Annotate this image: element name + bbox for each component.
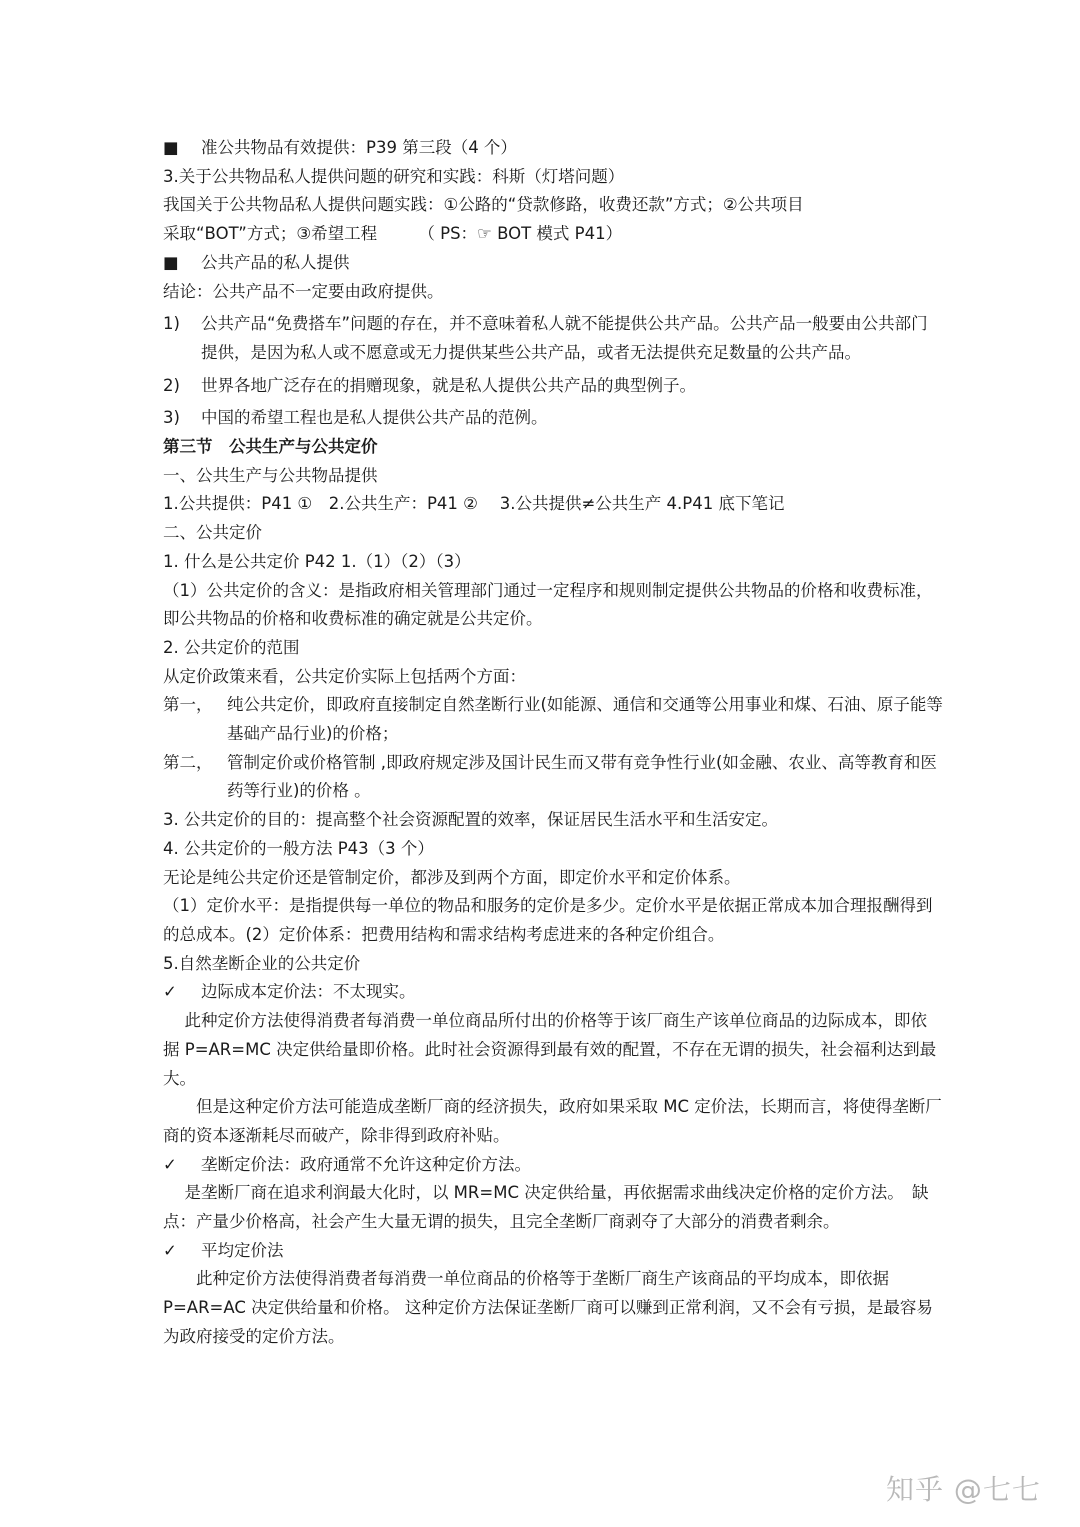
text-line: 采取“BOT”方式；③希望工程 （ PS：☞ BOT 模式 P41） bbox=[163, 224, 623, 244]
check-line bbox=[163, 1151, 943, 1180]
text-line: 2. 公共定价的范围 bbox=[163, 637, 300, 657]
text: 公共产品的私人提供 bbox=[201, 252, 350, 272]
paragraph: 是垄断厂商在追求利润最大化时，以 MR=MC 决定供给量，再依据需求曲线决定价格的定价方法。 缺点：产量少价格高，社会产生大量无谓的损失，且完全垄断厂商剥夺了大部分的消费者剩余。 bbox=[163, 1183, 929, 1232]
text-line: 3.关于公共物品私人提供问题的研究和实践：科斯（灯塔问题） bbox=[163, 166, 625, 186]
item-text: 纯公共定价，即政府直接制定自然垄断行业(如能源、通信和交通等公用事业和煤、石油、原子能等基础产品行业)的价格； bbox=[227, 695, 943, 744]
labeled-item bbox=[163, 749, 943, 806]
text-line: 1.公共提供：P41 ① 2.公共生产：P41 ② 3.公共提供≠公共生产 4.P41 底下笔记 bbox=[163, 494, 785, 514]
text: 平均定价法 bbox=[201, 1240, 284, 1260]
paragraph: 但是这种定价方法可能造成垄断厂商的经济损失，政府如果采取 MC 定价法，长期而言，将使得垄断厂商的资本逐渐耗尽而破产，除非得到政府补贴。 bbox=[163, 1097, 942, 1145]
labeled-item bbox=[163, 691, 943, 748]
bullet-line bbox=[163, 134, 943, 163]
item-text: 管制定价或价格管制 ,即政府规定涉及国计民生而又带有竞争性行业(如金融、农业、高等教育和医药等行业)的价格 。 bbox=[227, 752, 937, 801]
text-line: 二、公共定价 bbox=[163, 523, 262, 543]
item-number: 1) bbox=[163, 314, 180, 334]
document-body bbox=[163, 134, 943, 1352]
item-text: 公共产品“免费搭车”问题的存在，并不意味着私人就不能提供公共产品。公共产品一般要由公共部门提供，是因为私人或不愿意或无力提供某些公共产品，或者无法提供充足数量的公共产品。 bbox=[201, 314, 928, 362]
watermark: 知乎 @七七 bbox=[886, 1473, 1041, 1506]
checkmark-icon: ✓ bbox=[163, 982, 177, 1002]
text-line: 我国关于公共物品私人提供问题实践：①公路的“贷款修路，收费还款”方式；②公共项目 bbox=[163, 195, 804, 215]
square-bullet-icon: ■ bbox=[163, 138, 179, 157]
checkmark-icon: ✓ bbox=[163, 1240, 177, 1260]
text-line: 从定价政策来看，公共定价实际上包括两个方面： bbox=[163, 666, 526, 686]
paragraph: （1）公共定价的含义：是指政府相关管理部门通过一定程序和规则制定提供公共物品的价格和收费标准，即公共物品的价格和收费标准的确定就是公共定价。 bbox=[163, 580, 933, 629]
text-line: 结论：公共产品不一定要由政府提供。 bbox=[163, 281, 444, 301]
text: 边际成本定价法：不太现实。 bbox=[201, 982, 416, 1002]
text-line: 一、公共生产与公共物品提供 bbox=[163, 465, 378, 485]
text-line: 4. 公共定价的一般方法 P43（3 个） bbox=[163, 838, 434, 858]
check-line bbox=[163, 1237, 943, 1266]
text-line: 1. 什么是公共定价 P42 1.（1）（2）（3） bbox=[163, 551, 471, 571]
numbered-item bbox=[163, 404, 943, 433]
section-heading: 第三节 公共生产与公共定价 bbox=[163, 437, 378, 457]
checkmark-icon: ✓ bbox=[163, 1154, 177, 1174]
text: 准公共物品有效提供：P39 第三段（4 个） bbox=[201, 138, 517, 157]
numbered-item bbox=[163, 310, 943, 367]
item-text: 中国的希望工程也是私人提供公共产品的范例。 bbox=[201, 408, 548, 428]
numbered-item bbox=[163, 372, 943, 401]
paragraph: （1）定价水平：是指提供每一单位的物品和服务的定价是多少。定价水平是依据正常成本加合理报酬得到的总成本。(2）定价体系：把费用结构和需求结构考虑进来的各种定价组合。 bbox=[163, 896, 933, 944]
paragraph: 此种定价方法使得消费者每消费一单位商品的价格等于垄断厂商生产该商品的平均成本，即依据 P=AR=AC 决定供给量和价格。 这种定价方法保证垄断厂商可以赚到正常利润，又不会有亏损，是最容易为政府接受的定价方法。 bbox=[163, 1269, 933, 1346]
text-line: 3. 公共定价的目的：提高整个社会资源配置的效率，保证居民生活水平和生活安定。 bbox=[163, 810, 778, 830]
square-bullet-icon: ■ bbox=[163, 252, 179, 272]
paragraph: 此种定价方法使得消费者每消费一单位商品所付出的价格等于该厂商生产该单位商品的边际成本，即依据 P=AR=MC 决定供给量即价格。此时社会资源得到最有效的配置，不存在无谓的损失，社会福利达到最大。 bbox=[163, 1011, 937, 1088]
item-text: 世界各地广泛存在的捐赠现象，就是私人提供公共产品的典型例子。 bbox=[201, 375, 696, 395]
check-line bbox=[163, 978, 943, 1007]
bullet-line bbox=[163, 249, 943, 278]
item-label: 第二， bbox=[163, 752, 213, 772]
text-line: 5.自然垄断企业的公共定价 bbox=[163, 953, 361, 973]
item-label: 第一， bbox=[163, 695, 213, 715]
text-line: 无论是纯公共定价还是管制定价，都涉及到两个方面，即定价水平和定价体系。 bbox=[163, 867, 741, 887]
item-number: 3) bbox=[163, 408, 180, 428]
item-number: 2) bbox=[163, 375, 180, 395]
text: 垄断定价法：政府通常不允许这种定价方法。 bbox=[201, 1154, 531, 1174]
